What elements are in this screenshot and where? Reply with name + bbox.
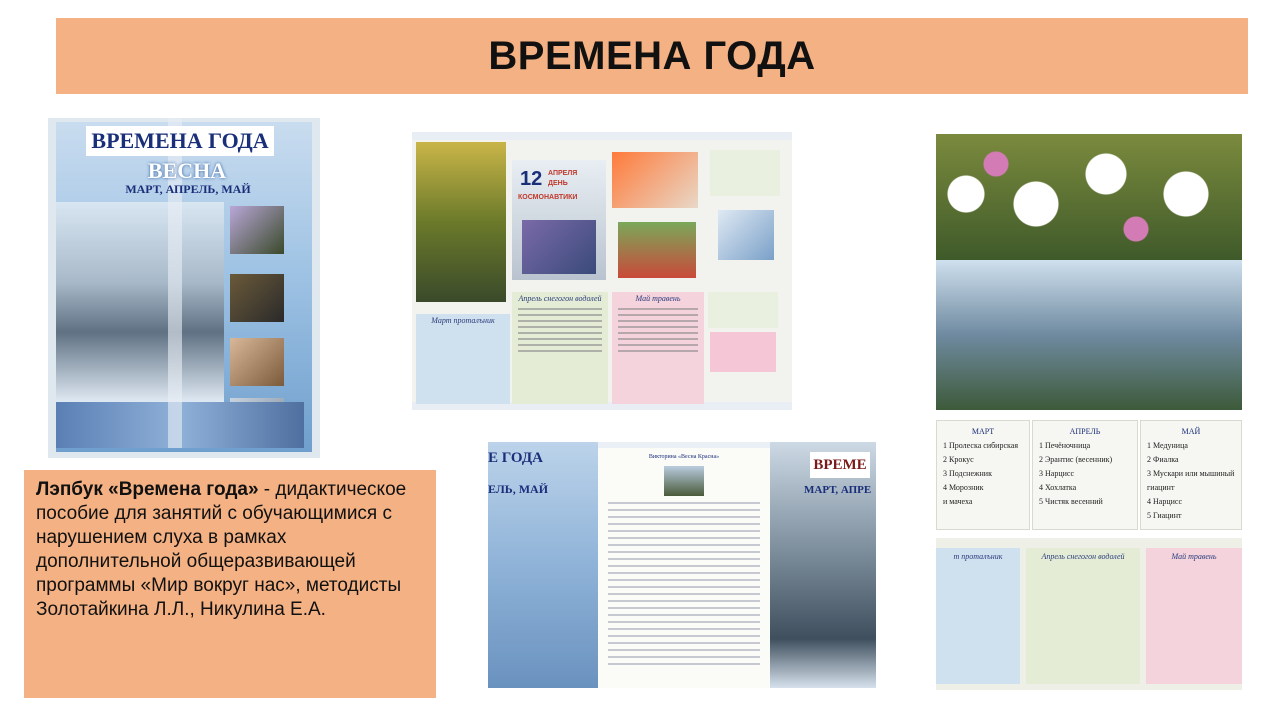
- card-march-title: Март проталъник: [431, 316, 495, 325]
- poster-day: 12: [520, 168, 543, 190]
- column-item: 3 Подснежник: [943, 469, 992, 478]
- column-item: 4 Хохлатка: [1039, 483, 1077, 492]
- column-item: 5 Гиацинт: [1147, 511, 1182, 520]
- flowers-image: [522, 220, 596, 274]
- column-item: 4 Морозник: [943, 483, 984, 492]
- column-march-head: МАРТ: [971, 427, 995, 436]
- card-april-title: Апрель снегогон водолей: [518, 294, 602, 303]
- lower-cards: [936, 538, 1242, 690]
- column-april-head: АПРЕЛЬ: [1069, 427, 1101, 436]
- quiz-image: [664, 466, 704, 496]
- lapbook-inside-photo: [412, 132, 792, 410]
- caption-text: - дидактическое пособие для занятий с обучающимися с нарушением слуха в рамках дополнительной общеразвивающей программы «Мир вокруг нас», методисты Золотайкина Л.Л., Никулина Е.А.: [36, 479, 407, 620]
- card-title: т проталъник: [953, 552, 1003, 561]
- column-item: 3 Мускари или мышиный: [1147, 469, 1235, 478]
- squirrel-image: [230, 274, 284, 322]
- card-march: [416, 314, 510, 404]
- column-item: 2 Крокус: [943, 455, 974, 464]
- column-may: [1140, 420, 1242, 530]
- card-april: [512, 292, 608, 404]
- victory-image: [612, 152, 698, 208]
- snowdrop-image: [718, 210, 774, 260]
- left-cover-head: Е ГОДА: [488, 450, 543, 466]
- left-cover-sub: ЕЛЬ, МАЙ: [488, 482, 549, 496]
- column-item: гиацинт: [1147, 483, 1175, 492]
- question-card-1: [710, 150, 780, 196]
- card-title: Апрель снегогон водолей: [1041, 552, 1125, 561]
- poster-day-label: ДЕНЬ: [548, 180, 568, 187]
- column-may-head: МАЙ: [1181, 427, 1201, 436]
- lapbook-flowers-photo: [936, 134, 1242, 690]
- crocus-image: [230, 206, 284, 254]
- column-item: 2 Эрантис (весенник): [1039, 455, 1113, 464]
- card-march-lower: [936, 548, 1020, 684]
- months-label: МАРТ, АПРЕЛЬ, МАЙ: [125, 182, 251, 196]
- poster-panel: [512, 160, 606, 280]
- column-item: 4 Нарцисс: [1147, 497, 1182, 506]
- slide-title: ВРЕМЕНА ГОДА: [488, 33, 816, 78]
- right-cover-head: ВРЕМЕ: [810, 452, 870, 478]
- column-item: 1 Медуница: [1147, 441, 1188, 450]
- poster-month: АПРЕЛЯ: [548, 170, 578, 177]
- left-cover-panel: [488, 442, 598, 688]
- lapbook-header: ВРЕМЕНА ГОДА: [86, 126, 274, 156]
- flower-columns: [936, 410, 1242, 538]
- card-april-lower: [1026, 548, 1140, 684]
- season-label: ВЕСНА: [147, 158, 227, 183]
- card-may: [612, 292, 704, 404]
- column-item: 5 Чистяк весенний: [1039, 497, 1103, 506]
- column-item: 3 Нарцисс: [1039, 469, 1074, 478]
- daisy-bouquet-image: [936, 134, 1242, 260]
- column-march: [936, 420, 1030, 530]
- right-cover-sub: МАРТ, АПРЕ: [804, 484, 872, 496]
- card-title: Май травень: [1171, 552, 1217, 561]
- right-cover-panel: [770, 442, 876, 688]
- poster-cosmonautics: КОСМОНАВТИКИ: [518, 194, 578, 201]
- question-card-3: [710, 332, 776, 372]
- column-item: 1 Пролеска сибирская: [943, 441, 1019, 450]
- winter-landscape-image: [56, 202, 224, 402]
- tulips-image: [618, 222, 696, 278]
- spring-landscapes-image: [936, 260, 1242, 410]
- caption-box: [24, 470, 436, 698]
- lapbook-quiz-photo: [488, 442, 876, 688]
- card-may-lower: [1146, 548, 1242, 684]
- column-item: 1 Печёночница: [1039, 441, 1091, 450]
- children-image: [230, 338, 284, 386]
- quiz-sheet: [598, 448, 770, 688]
- caption-bold: Лэпбук «Времена года»: [36, 479, 259, 500]
- title-bar: [56, 18, 1248, 94]
- lapbook-cover-photo: [48, 118, 320, 458]
- question-card-2: [708, 292, 778, 328]
- quiz-sheet-title: Викторина «Весна Красна»: [648, 454, 720, 460]
- forsythia-image: [416, 142, 506, 302]
- column-item: и мачеха: [943, 497, 973, 506]
- column-item: 2 Фиалка: [1147, 455, 1179, 464]
- column-april: [1032, 420, 1138, 530]
- card-may-title: Май травень: [635, 294, 681, 303]
